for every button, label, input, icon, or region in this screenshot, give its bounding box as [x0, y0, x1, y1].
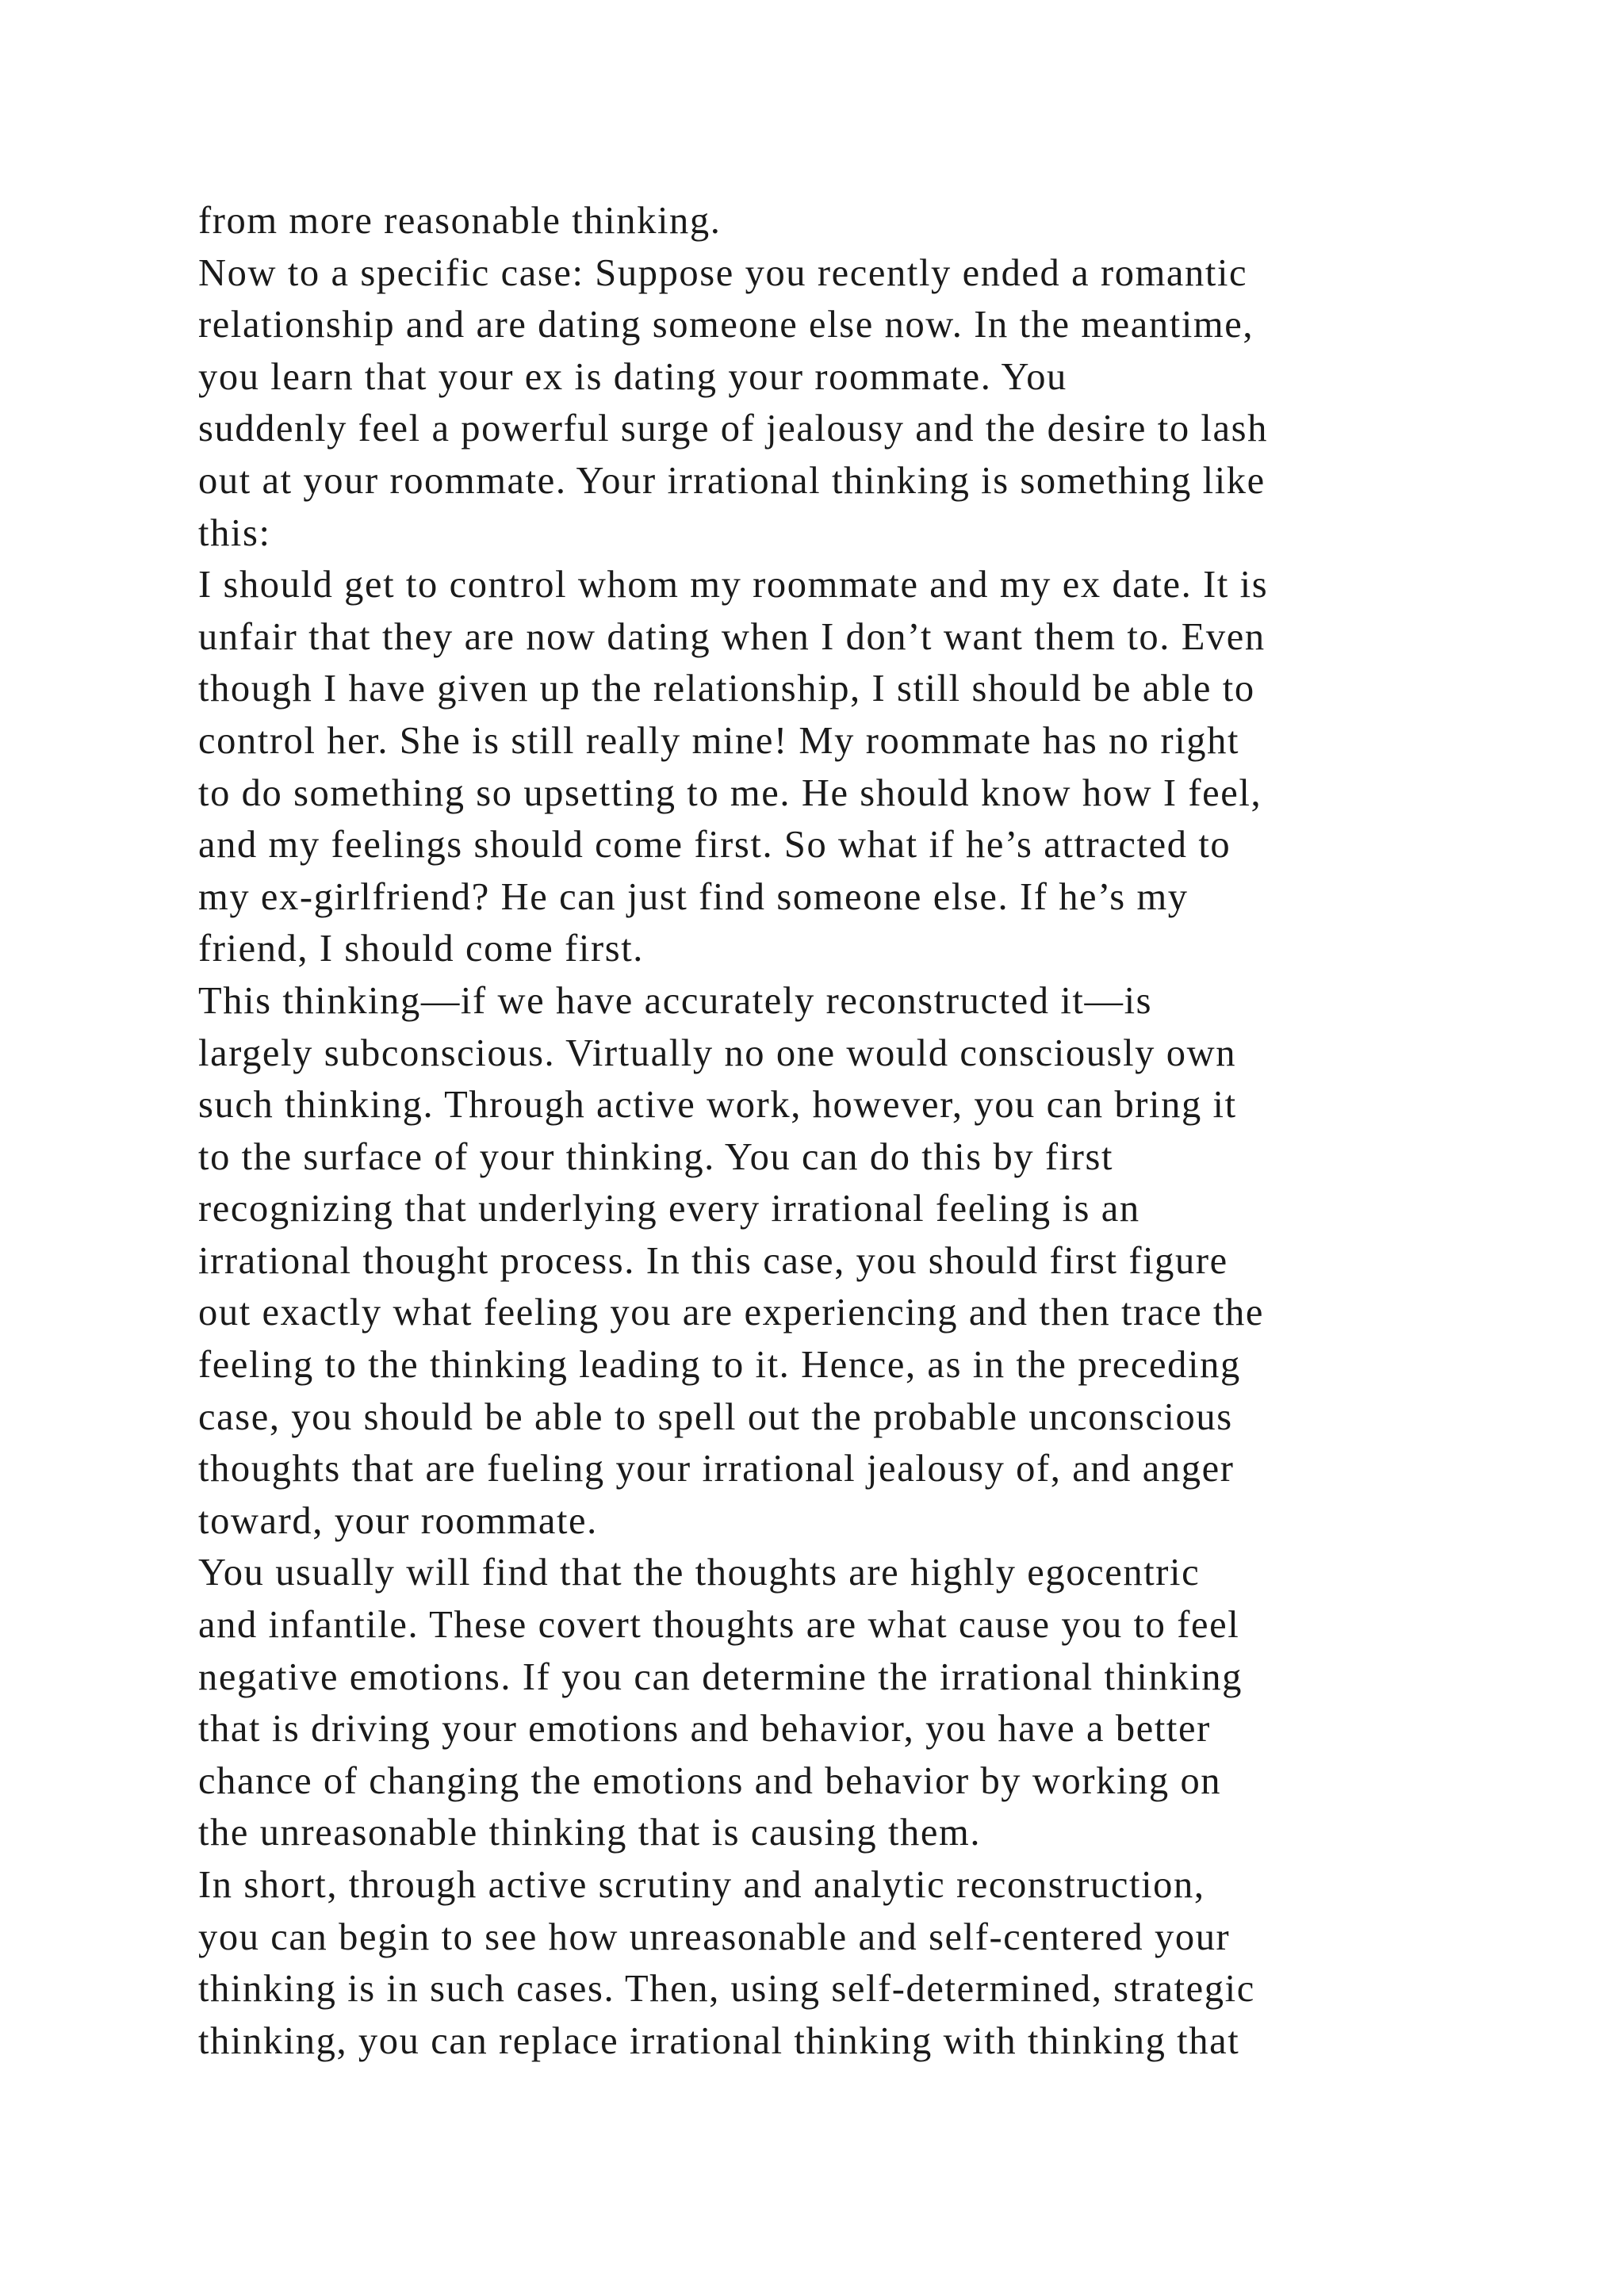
text-line: feeling to the thinking leading to it. Hence, as in the preceding	[198, 1344, 1241, 1387]
text-line: chance of changing the emotions and behavior by working on	[198, 1759, 1222, 1802]
text-line: from more reasonable thinking.	[198, 200, 722, 242]
text-line: such thinking. Through active work, however, you can bring it	[198, 1084, 1237, 1127]
text-line: case, you should be able to spell out the probable unconscious	[198, 1395, 1233, 1438]
text-line: thoughts that are fueling your irrational jealousy of, and anger	[198, 1448, 1235, 1490]
text-line: negative emotions. If you can determine the irrational thinking	[198, 1655, 1243, 1698]
text-line: toward, your roommate.	[198, 1499, 598, 1542]
text-line: relationship and are dating someone else now. In the meantime,	[198, 304, 1254, 346]
text-line: though I have given up the relationship, I still should be able to	[198, 668, 1255, 710]
text-line: out exactly what feeling you are experiencing and then trace the	[198, 1292, 1264, 1334]
text-line: friend, I should come first.	[198, 928, 645, 970]
text-line: to the surface of your thinking. You can do this by first	[198, 1135, 1114, 1178]
text-line: recognizing that underlying every irrational feeling is an	[198, 1188, 1140, 1230]
text-line: to do something so upsetting to me. He should know how I feel,	[198, 771, 1262, 814]
text-line: control her. She is still really mine! My roommate has no right	[198, 719, 1240, 762]
text-line: I should get to control whom my roommate and my ex date. It is	[198, 564, 1269, 607]
text-line: unfair that they are now dating when I don’t want them to. Even	[198, 615, 1266, 658]
text-line: thinking is in such cases. Then, using self-determined, strategic	[198, 1968, 1255, 2011]
text-line: this:	[198, 511, 271, 554]
text-line: You usually will find that the thoughts are highly egocentric	[198, 1552, 1201, 1594]
text-line: In short, through active scrutiny and analytic reconstruction,	[198, 1864, 1205, 1906]
text-line: suddenly feel a powerful surge of jealousy and the desire to lash	[198, 408, 1268, 450]
text-line: the unreasonable thinking that is causing them.	[198, 1812, 982, 1854]
text-line: Now to a specific case: Suppose you recently ended a romantic	[198, 251, 1248, 294]
text-line: out at your roommate. Your irrational thinking is something like	[198, 459, 1266, 502]
text-line: thinking, you can replace irrational thinking with thinking that	[198, 2019, 1240, 2062]
text-line: This thinking—if we have accurately reconstructed it—is	[198, 979, 1153, 1022]
text-line: that is driving your emotions and behavior, you have a better	[198, 1708, 1211, 1751]
text-line: largely subconscious. Virtually no one would consciously own	[198, 1031, 1237, 1074]
text-line: and my feelings should come first. So what if he’s attracted to	[198, 824, 1231, 867]
text-line: you learn that your ex is dating your roommate. You	[198, 355, 1067, 398]
text-line: you can begin to see how unreasonable and self-centered your	[198, 1915, 1231, 1958]
text-line: irrational thought process. In this case, you should first figure	[198, 1239, 1228, 1282]
body-text	[198, 195, 1499, 2067]
text-line: and infantile. These covert thoughts are what cause you to feel	[198, 1604, 1240, 1647]
text-line: my ex-girlfriend? He can just find someone else. If he’s my	[198, 875, 1189, 918]
